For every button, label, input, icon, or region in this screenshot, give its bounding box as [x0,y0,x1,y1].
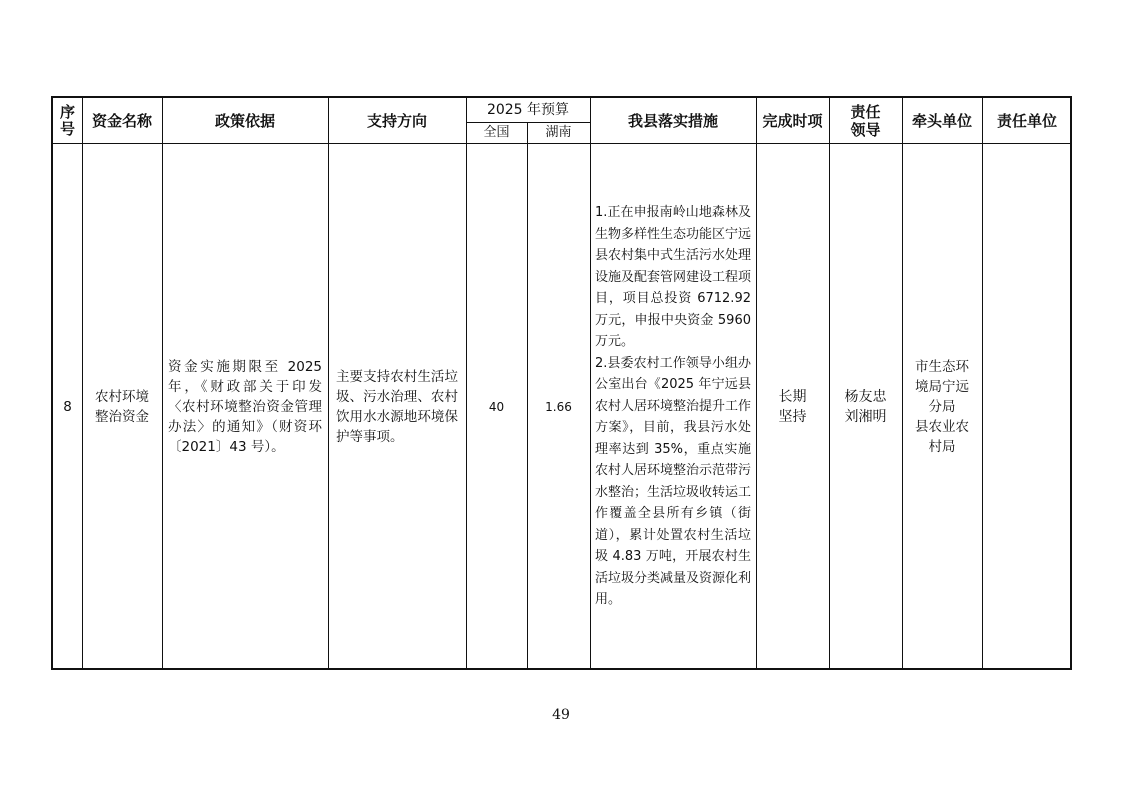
row-completion-time [756,143,829,670]
header-completion-time [756,98,829,143]
header-budget-group-label: 2025 年预算 [486,102,570,118]
row-responsible-leader-value: 杨友忠 刘湘明 [844,388,887,425]
row-responsible-unit [982,143,1072,670]
row-budget-hunan [527,143,590,670]
row-seq [53,143,82,670]
header-policy-basis-label: 政策依据 [214,111,275,130]
header-budget-hunan [527,122,590,143]
header-support-direction [328,98,466,143]
row-completion-time-value: 长期坚持 [778,388,807,425]
header-seq-label: 序号 [59,102,75,138]
row-policy-basis [162,143,328,670]
header-budget-national [466,122,527,143]
row-responsible-leader [829,143,902,670]
header-fund-name [82,98,162,143]
row-budget-hunan-value: 1.66 [545,399,572,414]
header-budget-group [466,98,590,122]
header-policy-basis [162,98,328,143]
row-policy-basis-value: 资金实施期限至 2025 年，《财政部关于印发〈农村环境整治资金管理办法〉的通知》（财资环〔2021〕43 号）。 [168,358,322,455]
header-budget-national-label: 全国 [483,124,510,140]
row-measures [590,143,756,670]
page-number: 49 [552,707,570,723]
row-support-direction [328,143,466,670]
fund-table [51,96,1072,670]
row-lead-unit [902,143,982,670]
header-responsible-leader-label: 责任领导 [850,102,881,139]
row-budget-national [466,143,527,670]
header-fund-name-label: 资金名称 [91,111,152,130]
header-budget-hunan-label: 湖南 [545,124,572,140]
header-seq [53,98,82,143]
row-seq-value: 8 [63,398,72,415]
header-responsible-leader [829,98,902,143]
row-fund-name [82,143,162,670]
header-measures-label: 我县落实措施 [627,111,718,130]
row-lead-unit-value: 市生态环境局宁远分局 县农业农村局 [915,358,969,455]
header-responsible-unit-label: 责任单位 [996,111,1057,130]
row-budget-national-value: 40 [488,399,505,414]
header-support-direction-label: 支持方向 [366,111,427,130]
header-lead-unit-label: 牵头单位 [911,111,972,130]
header-measures [590,98,756,143]
header-completion-time-label: 完成时项 [762,111,823,130]
row-measures-value: 1.正在申报南岭山地森林及生物多样性生态功能区宁远县农村集中式生活污水处理设施及配套管网建设工程项目，项目总投资 6712.92 万元，申报中央资金 5960 万元。 2.县委农村工作领导小组办公室出台《2025 年宁远县农村人居环境整治提升工作方案》，目前，我县污水处理率达到 35%，重点实施农村人居环境整治示范带污水整治；生活垃圾收转运工作覆盖全县所有乡镇（街道），累计处置农村生活垃圾 4.83 万吨，开展农村生活垃圾分类减量及资源化利用。 [595,205,752,608]
row-support-direction-value: 主要支持农村生活垃圾、污水治理、农村饮用水水源地环境保护等事项。 [336,368,458,445]
row-fund-name-value: 农村环境整治资金 [95,388,149,425]
header-lead-unit [902,98,982,143]
header-responsible-unit [982,98,1072,143]
